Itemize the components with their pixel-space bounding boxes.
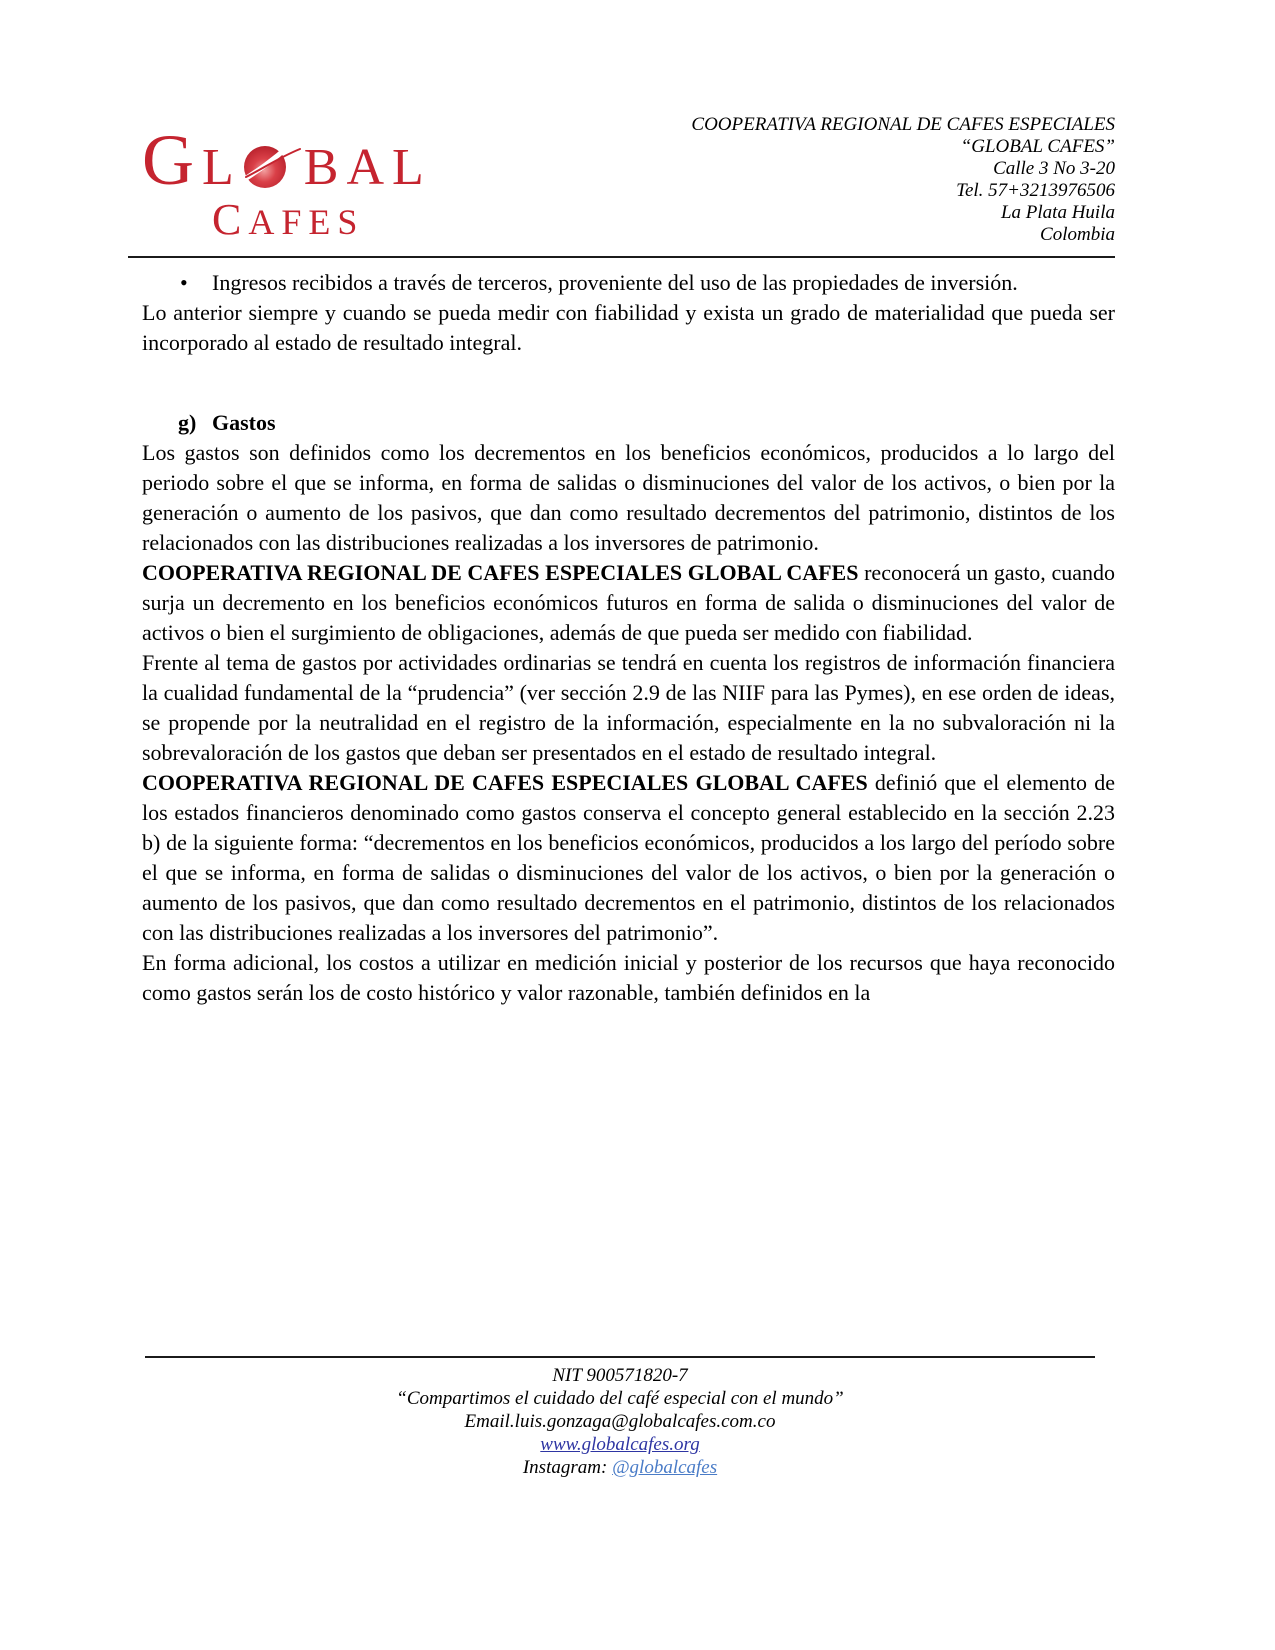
company-name-line: COOPERATIVA REGIONAL DE CAFES ESPECIALES [691, 114, 1115, 135]
paragraph-definio [142, 768, 1115, 948]
paragraph-reconocera-text: reconocerá un gasto, cuando surja un decremento en los beneficios económicos futuros en forma de salida o disminuciones del valor de activos o bien el surgimiento de obligaciones, además de que pueda ser medido con fiabilidad. [142, 560, 1115, 645]
paragraph-definio-text: definió que el elemento de los estados financieros denominado como gastos conserva el concepto general establecido en la sección 2.23 b) de la siguiente forma: “decrementos en los beneficios económicos, producidos a los largo del período sobre el que se informa, en forma de salidas o disminuciones del valor de los activos, o bien por la generación o aumento de los pasivos, que dan como resultado decrementos en el patrimonio, distintos de los relacionados con las distribuciones realizadas a los inversores del patrimonio”. [142, 770, 1115, 945]
company-address-block [691, 114, 1115, 246]
company-street: Calle 3 No 3-20 [993, 158, 1115, 179]
header-divider [128, 256, 1115, 258]
section-title: Gastos [212, 410, 276, 435]
bullet-icon: • [180, 270, 188, 295]
bullet-item-ingresos [142, 268, 1115, 298]
logo-letters-afes: AFES [248, 202, 365, 242]
footer-divider [145, 1356, 1095, 1358]
company-name-bold: COOPERATIVA REGIONAL DE CAFES ESPECIALES GLOBAL CAFES [142, 770, 868, 795]
instagram-handle-link[interactable]: @globalcafes [612, 1457, 718, 1478]
letterhead [142, 112, 1115, 256]
footer-slogan: “Compartimos el cuidado del café especial con el mundo” [396, 1388, 844, 1409]
globe-icon [244, 143, 302, 193]
footer-email: Email.luis.gonzaga@globalcafes.com.co [464, 1411, 776, 1432]
paragraph-frente: Frente al tema de gastos por actividades ordinarias se tendrá en cuenta los registros de información financiera la cualidad fundamental de la “prudencia” (ver sección 2.9 de las NIIF para las Pymes), en ese orden de ideas, se propende por la neutralidad en el registro de la información, especialmente en la no subvaloración ni la sobrevaloración de los gastos que deban ser presentados en el estado de resultado integral. [142, 650, 1115, 765]
company-name-bold: COOPERATIVA REGIONAL DE CAFES ESPECIALES GLOBAL CAFES [142, 560, 859, 585]
section-letter: g) [178, 410, 197, 435]
footer-nit: NIT 900571820-7 [552, 1365, 688, 1386]
section-heading-gastos [142, 408, 1115, 438]
company-city: La Plata Huila [1000, 202, 1115, 223]
paragraph-reconocera [142, 558, 1115, 648]
bullet-text: Ingresos recibidos a través de terceros, proveniente del uso de las propiedades de inversión. [212, 270, 1018, 295]
paragraph-en-forma-adicional: En forma adicional, los costos a utilizar en medición inicial y posterior de los recursos que haya reconocido como gastos serán los de costo histórico y valor razonable, también definidos en la [142, 950, 1115, 1005]
paragraph-gastos-definicion: Los gastos son definidos como los decrementos en los beneficios económicos, producidos a lo largo del periodo sobre el que se informa, en forma de salidas o disminuciones del valor de los activos, o bien por la generación o aumento de los pasivos, que dan como resultado decrementos del patrimonio, distintos de los relacionados con las distribuciones realizadas a los inversores de patrimonio. [142, 440, 1115, 555]
logo-cafes-wordmark [142, 195, 432, 244]
company-brand-line: “GLOBAL CAFES” [960, 136, 1115, 157]
instagram-label: Instagram: [522, 1457, 613, 1478]
document-body [142, 268, 1115, 1008]
document-footer [145, 1356, 1095, 1479]
logo-letter-c: C [212, 195, 249, 244]
website-link[interactable]: www.globalcafes.org [540, 1434, 700, 1455]
logo-global-wordmark [142, 120, 432, 200]
footer-instagram-line [145, 1456, 1095, 1479]
company-logo [142, 120, 432, 244]
logo-letters-bal: BAL [303, 139, 432, 196]
paragraph-lo-anterior: Lo anterior siempre y cuando se pueda medir con fiabilidad y exista un grado de materialidad que pueda ser incorporado al estado de resultado integral. [142, 300, 1115, 355]
logo-letter-l: L [202, 139, 242, 196]
footer-website-line [145, 1433, 1095, 1456]
company-country: Colombia [1040, 224, 1115, 245]
company-phone: Tel. 57+3213976506 [956, 180, 1115, 201]
logo-letter-g: G [142, 120, 202, 200]
